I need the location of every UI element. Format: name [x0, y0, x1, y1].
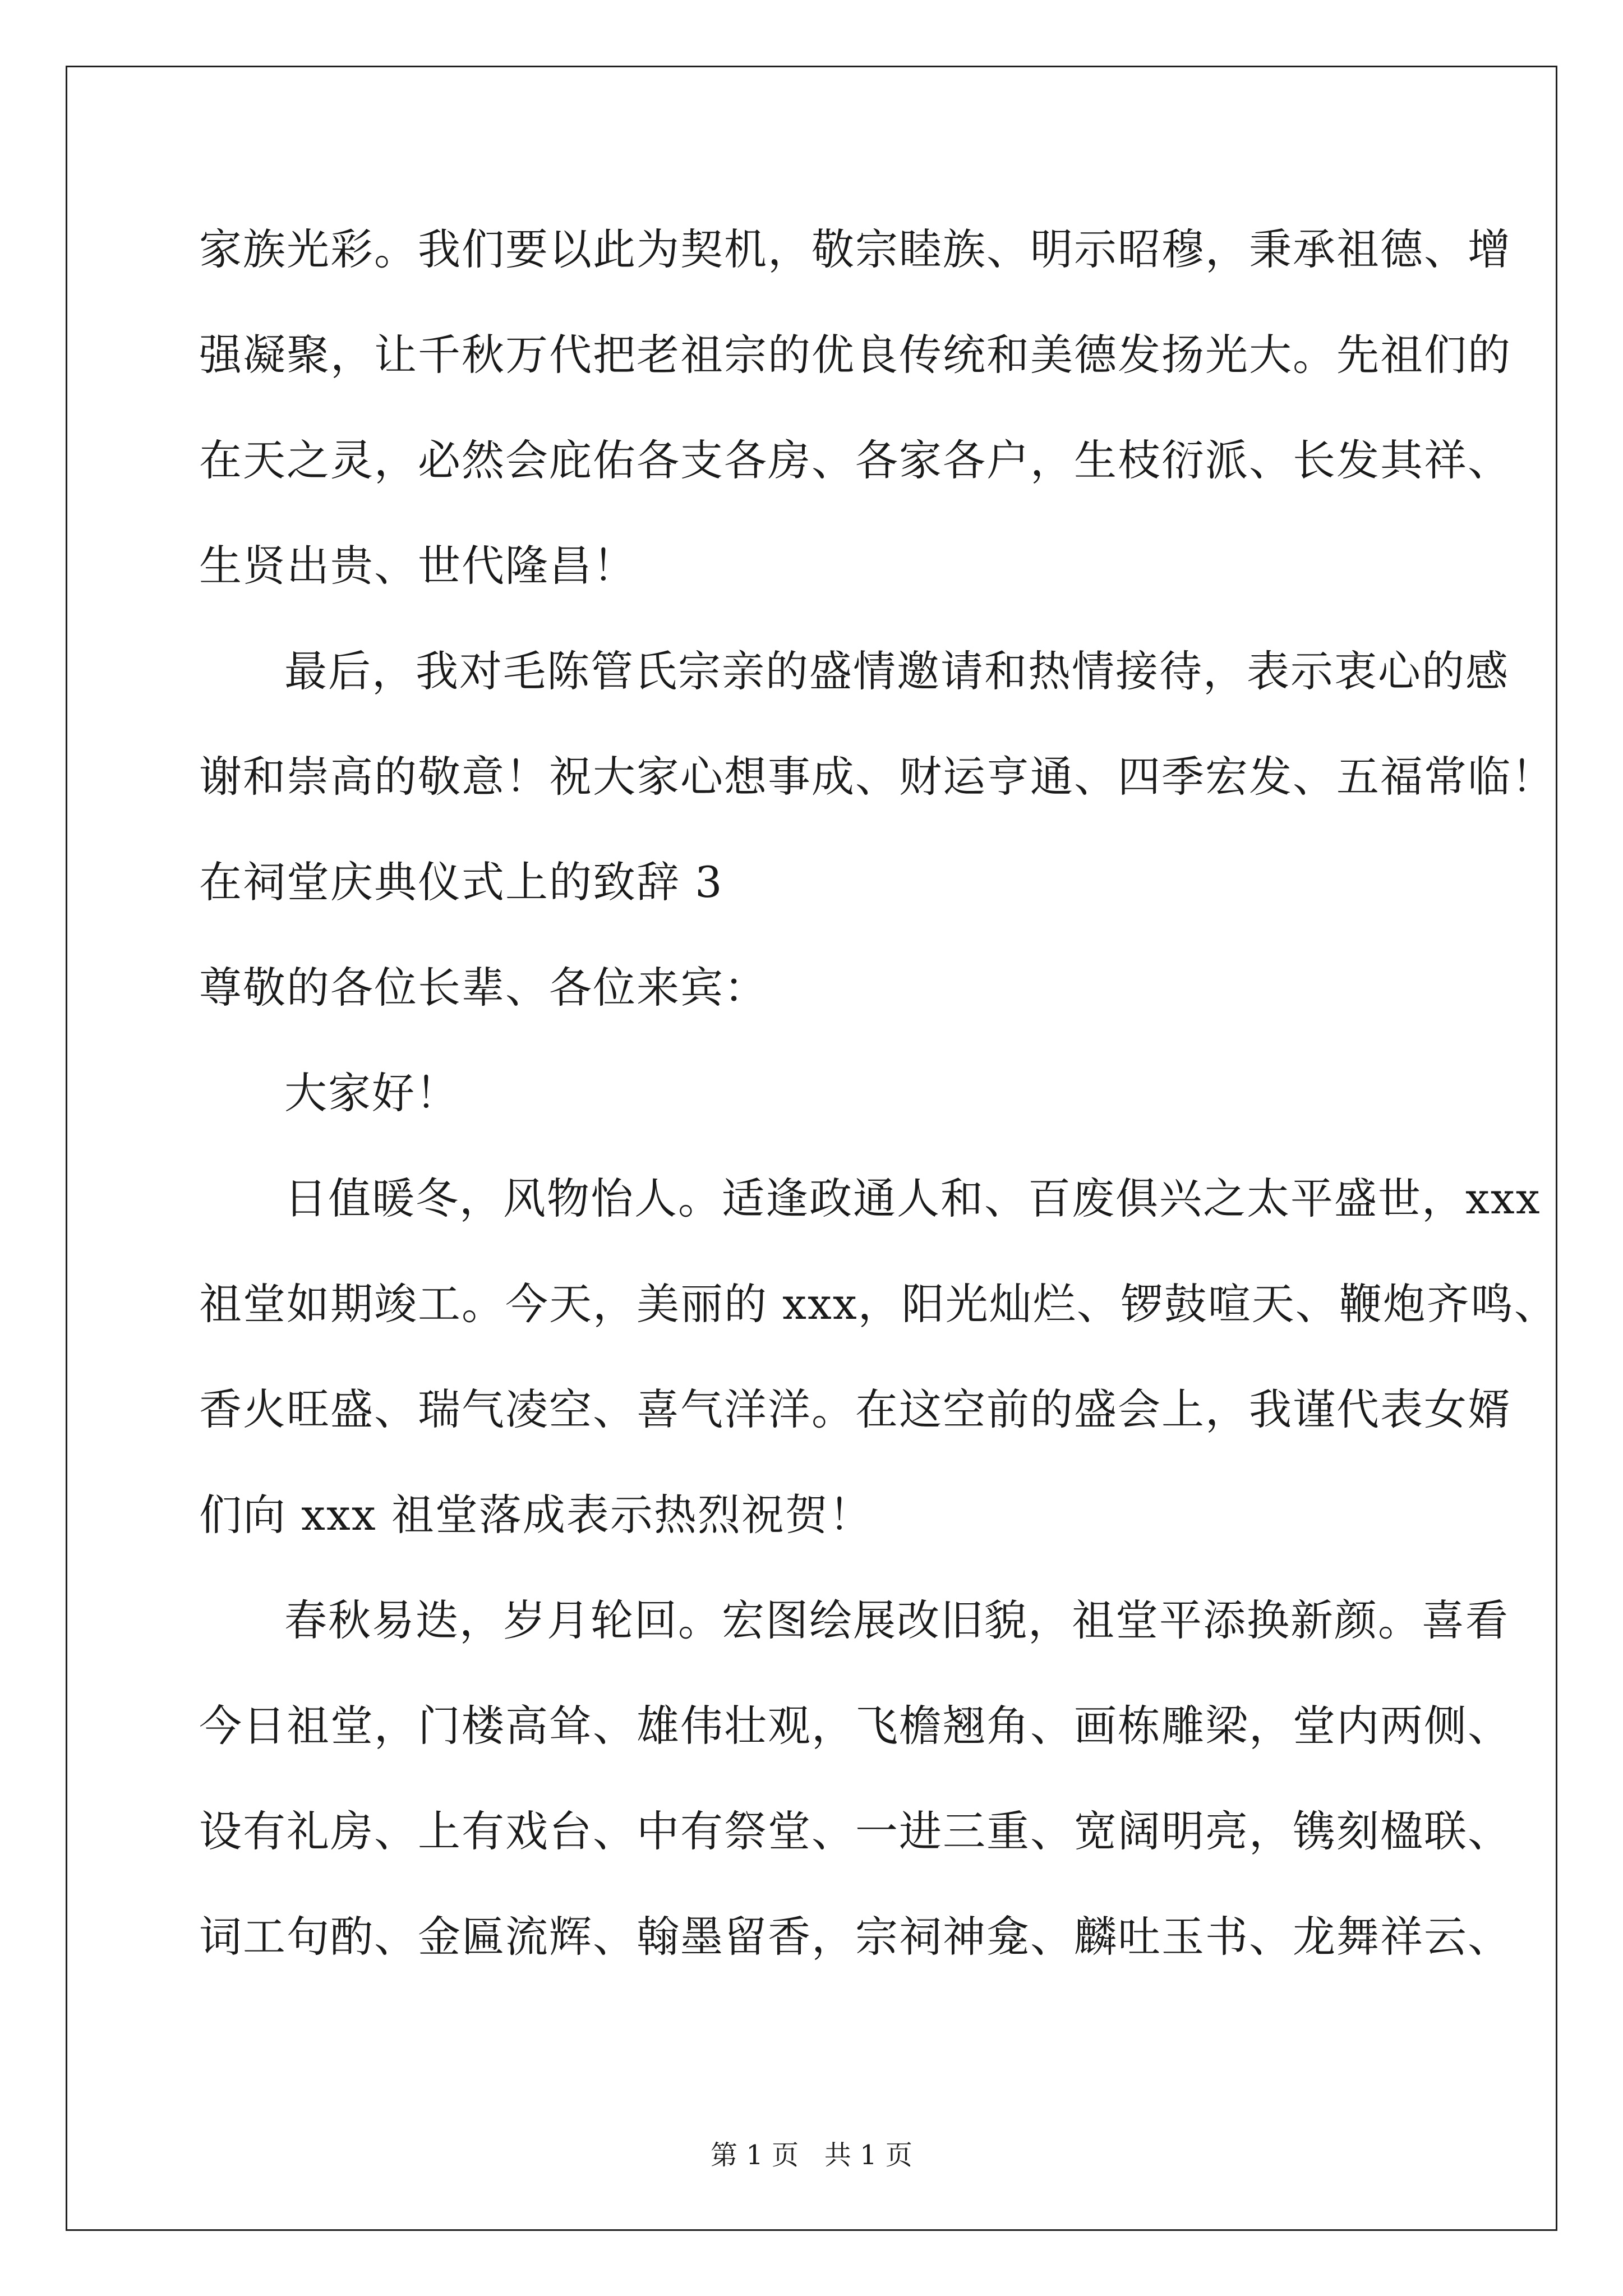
text-line: 们向 xxx 祖堂落成表示热烈祝贺！	[199, 1490, 873, 1540]
page-footer: 第 1 页 共 1 页	[711, 2139, 912, 2171]
text-line: 设有礼房、上有戏台、中有祭堂、一进三重、宽阔明亮，镌刻楹联、	[199, 1806, 1511, 1856]
text-line: 生贤出贵、世代隆昌！	[199, 541, 637, 591]
section-heading: 在祠堂庆典仪式上的致辞 3	[199, 857, 723, 907]
text-line: 在天之灵，必然会庇佑各支各房、各家各户，生枝衍派、长发其祥、	[199, 435, 1511, 485]
text-line: 春秋易迭，岁月轮回。宏图绘展改旧貌，祖堂平添换新颜。喜看	[284, 1595, 1509, 1645]
text-line: 日值暖冬，风物怡人。适逢政通人和、百废俱兴之太平盛世，xxx	[284, 1174, 1541, 1223]
text-line: 词工句酌、金匾流辉、翰墨留香，宗祠神龛、麟吐玉书、龙舞祥云、	[199, 1912, 1511, 1962]
text-line: 谢和崇高的敬意！祝大家心想事成、财运亨通、四季宏发、五福常临！	[199, 752, 1555, 802]
text-line: 香火旺盛、瑞气凌空、喜气洋洋。在这空前的盛会上，我谨代表女婿	[199, 1384, 1511, 1434]
salutation: 尊敬的各位长辈、各位来宾：	[199, 963, 768, 1013]
greeting: 大家好！	[284, 1068, 459, 1118]
text-line: 强凝聚，让千秋万代把老祖宗的优良传统和美德发扬光大。先祖们的	[199, 330, 1511, 380]
text-line: 今日祖堂，门楼高耸、雄伟壮观，飞檐翘角、画栋雕梁，堂内两侧、	[199, 1701, 1511, 1751]
text-line: 祖堂如期竣工。今天，美丽的 xxx，阳光灿烂、锣鼓喧天、鞭炮齐鸣、	[199, 1279, 1558, 1329]
text-line: 最后，我对毛陈管氏宗亲的盛情邀请和热情接待，表示衷心的感	[284, 646, 1509, 696]
text-line: 家族光彩。我们要以此为契机，敬宗睦族、明示昭穆，秉承祖德、增	[199, 224, 1511, 274]
document-body	[199, 216, 1558, 2009]
